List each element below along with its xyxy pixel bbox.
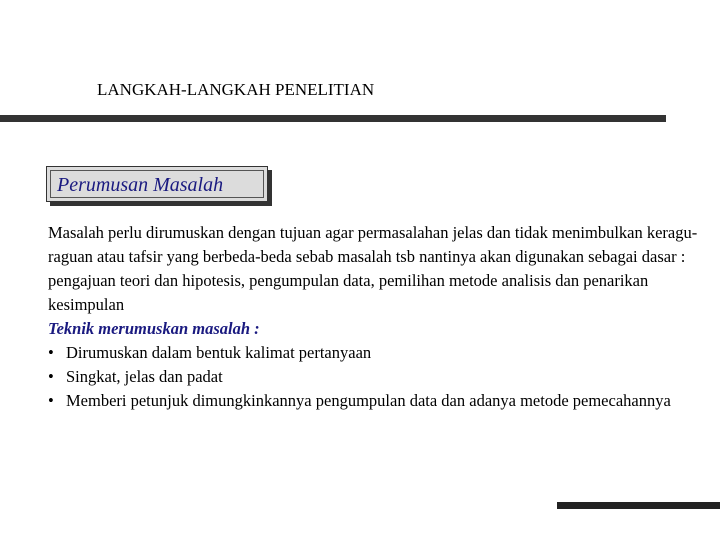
list-item: [48, 365, 698, 389]
section-label: Perumusan Masalah: [57, 174, 224, 196]
bullet-icon: •: [48, 343, 54, 362]
bullet-text: Singkat, jelas dan padat: [66, 367, 223, 386]
list-item: [48, 389, 698, 413]
slide-title: LANGKAH-LANGKAH PENELITIAN: [97, 80, 375, 99]
bullet-icon: •: [48, 367, 54, 386]
technique-heading: Teknik merumuskan masalah :: [48, 319, 260, 338]
title-divider: [0, 115, 666, 122]
bullet-list: [48, 341, 698, 413]
list-item: [48, 341, 698, 365]
bullet-text: Dirumuskan dalam bentuk kalimat pertanyaan: [66, 343, 372, 362]
body-paragraph: Masalah perlu dirumuskan dengan tujuan agar permasalahan jelas dan tidak menimbulkan keragu-raguan atau tafsir yang berbeda-beda sebab masalah tsb nantinya akan digunakan sebagai dasar : pengajuan teori dan hipotesis, pengumpulan data, pemilihan metode analisis dan penarikan kesimpulan: [48, 223, 698, 314]
bullet-icon: •: [48, 391, 54, 410]
section-label-box: [46, 166, 268, 202]
body-text: [48, 221, 698, 413]
bullet-text: Memberi petunjuk dimungkinkannya pengumpulan data dan adanya metode pemecahannya: [66, 391, 671, 410]
bottom-divider: [557, 502, 720, 509]
